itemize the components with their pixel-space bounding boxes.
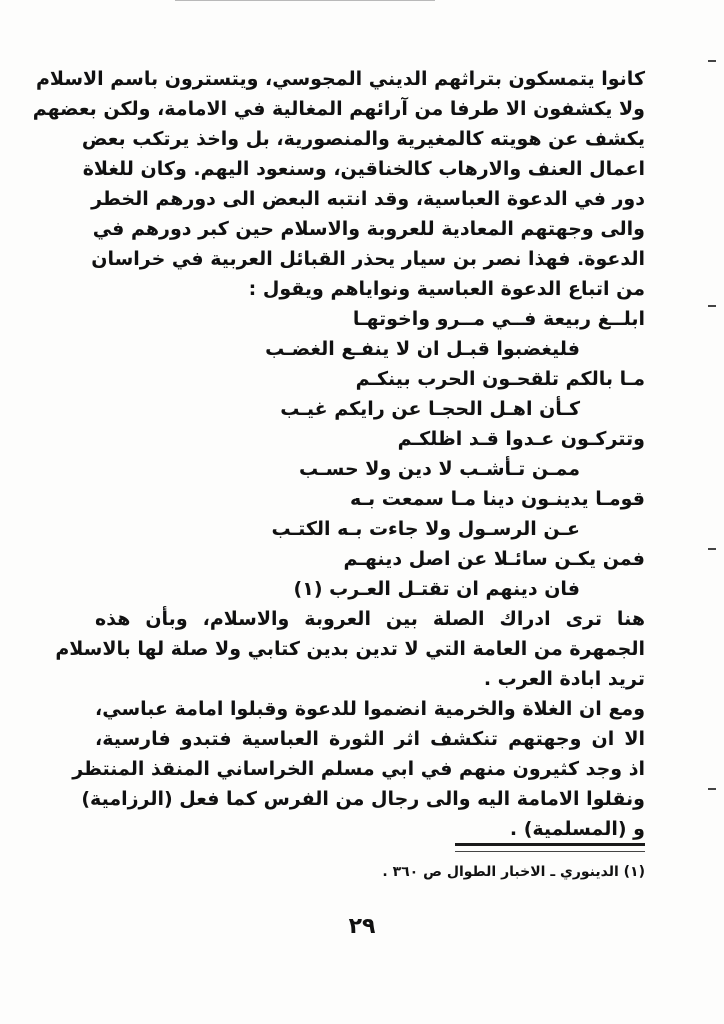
footnote-separator-thin [455,851,645,852]
text-line: من اتباع الدعوة العباسية ونواياهم ويقول : [248,278,645,300]
body-text [32,64,645,844]
text-line: ونقلوا الامامة اليه والى رجال من الفرس كما فعل (الرزامية) [81,788,645,810]
text-line: الجمهرة من العامة التي لا تدين بدين كتابي ولا صلة لها بالاسلام [55,638,645,660]
text-line: والى وجهتهم المعادية للعروبة والاسلام حين كبر دورهم في [92,218,645,240]
poem-verse: فان دينهم ان تقتـل العـرب (١) [293,578,580,600]
footnote: (١) الدينوري ـ الاخبار الطوال ص ٣٦٠ . [382,864,645,880]
margin-mark [708,788,716,790]
poem-verse: ممـن تـأشـب لا دين ولا حسـب [299,458,580,480]
text-line: اذ وجد كثيرون منهم في ابي مسلم الخراساني المنقذ المنتظر [72,758,645,780]
text-line: كانوا يتمسكون بتراثهم الديني المجوسي، ويتسترون باسم الاسلام [35,68,645,90]
poem-verse: وتتركـون عـدوا قـد اظلكـم [397,428,645,450]
text-line: اعمال العنف والارهاب كالخناقين، وسنعود اليهم. وكان للغلاة [82,158,645,180]
text-line: و (المسلمية) . [509,818,645,840]
text-line: يكشف عن هويته كالمغيرية والمنصورية، بل واخذ يرتكب بعض [81,128,645,150]
poem-verse: مـا بالكم تلقحـون الحرب بينكـم [355,368,645,390]
poem-verse: كـأن اهـل الحجـا عن رايكم غيـب [280,398,580,420]
text-line: هنا ترى ادراك الصلة بين العروبة والاسلام، وبأن هذه [95,608,645,630]
text-line: ومع ان الغلاة والخرمية انضموا للدعوة وقبلوا امامة عباسي، [95,698,645,720]
text-line: دور في الدعوة العباسية، وقد انتبه البعض الى دورهم الخطر [91,188,645,210]
footnote-separator [455,843,645,846]
text-line: ولا يكشفون الا طرفا من آرائهم المغالية في الامامة، ولكن بعضهم [32,98,645,120]
margin-mark [708,305,716,307]
text-line: تريد ابادة العرب . [483,668,645,690]
poem-verse: فمن يكـن سائـلا عن اصل دينهـم [343,548,645,570]
poem-verse: قومـا يدينـون دينا مـا سمعت بـه [349,488,645,510]
poem-verse: عـن الرسـول ولا جاءت بـه الكتـب [271,518,580,540]
poem-verse: ابلــغ ربيعة فــي مــرو واخوتهـا [352,308,645,330]
text-line: الا ان وجهتهم تنكشف اثر الثورة العباسية فتبدو فارسية، [95,728,645,750]
text-line: الدعوة. فهذا نصر بن سيار يحذر القبائل العربية في خراسان [91,248,645,270]
scan-edge-marks [175,0,435,4]
poem-verse: فليغضبوا قبـل ان لا ينفـع الغضـب [265,338,580,360]
margin-mark [708,60,716,62]
margin-mark [708,548,716,550]
page-number: ٢٩ [348,914,376,939]
